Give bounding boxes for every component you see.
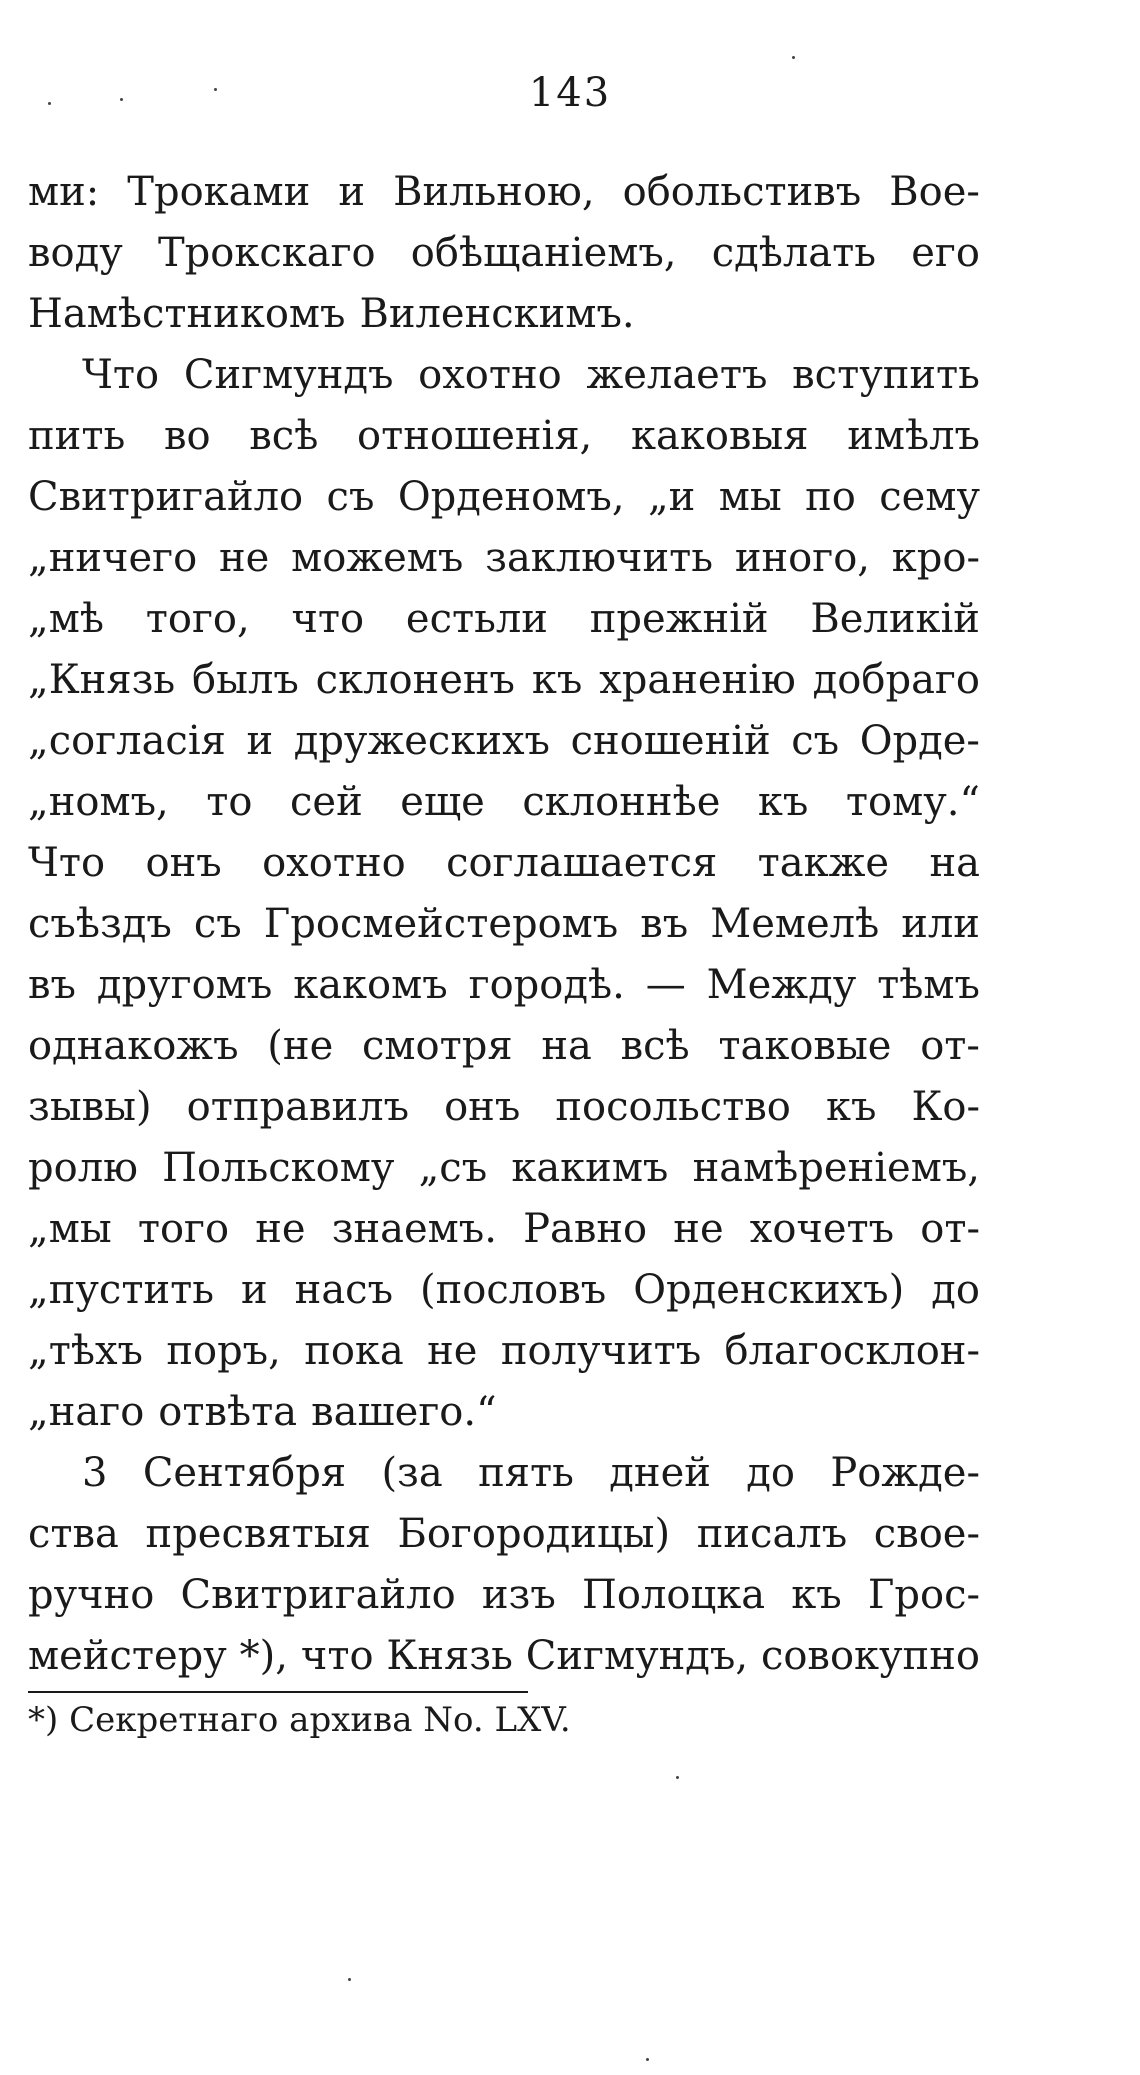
footnote: *) Секретнаго архива No. LXV. [28,1700,571,1740]
text-line: въ другомъ какомъ городѣ. — Между тѣмъ [28,962,980,1008]
paper-speck [646,2058,649,2061]
text-line: „мѣ того, что естьли прежнiй Великiй [28,596,980,642]
text-line: однакожъ (не смотря на всѣ таковые от- [28,1023,980,1069]
text-line: ручно Свитригайло изъ Полоцка къ Грос- [28,1572,980,1618]
paper-speck [120,98,123,101]
paper-speck [48,102,51,105]
text-line: „ничего не можемъ заключить иного, кро- [28,535,980,581]
paper-speck [792,56,795,59]
paper-speck [348,1978,351,1981]
text-line: „мы того не знаемъ. Равно не хочетъ от- [28,1206,980,1252]
text-line: „наго отвѣта вашего.“ [28,1389,497,1435]
text-line: зывы) отправилъ онъ посольство къ Ко- [28,1084,980,1130]
text-line: „тѣхъ поръ, пока не получитъ благосклон- [28,1328,980,1374]
paper-speck [214,88,217,91]
paper-speck [676,1776,679,1779]
text-line: воду Трокскаго обѣщанiемъ, сдѣлать его [28,230,980,276]
body-text [28,162,980,1687]
footnote-divider [28,1691,528,1693]
text-line: „номъ, то сей еще склоннѣе къ тому.“ [28,779,980,825]
text-line: мейстеру *), что Князь Сигмундъ, совокупно [28,1633,980,1679]
text-line: ства пресвятыя Богородицы) писалъ свое- [28,1511,980,1557]
text-line: ми: Троками и Вильнoю, обольстивъ Вое- [28,169,980,215]
text-line: Что онъ охотно соглашается также на [28,840,980,886]
text-line: пить во всѣ отношенiя, каковыя имѣлъ [28,413,980,459]
page-number: 143 [528,70,612,116]
text-line: „согласiя и дружескихъ сношенiй съ Орде- [28,718,980,764]
text-line: „пустить и насъ (пословъ Орденскихъ) до [28,1267,980,1313]
text-line: Свитригайло съ Орденомъ, „и мы по сему [28,474,980,520]
text-line: „Князь былъ склоненъ къ храненiю добраго [28,657,980,703]
text-line: ролю Польскому „съ какимъ намѣренiемъ, [28,1145,980,1191]
text-line: 3 Сентября (за пять дней до Рожде- [82,1450,980,1496]
text-line: Что Сигмундъ охотно желаетъ вступить [82,352,980,398]
text-line: съѣздъ съ Гросмейстеромъ въ Мемелѣ или [28,901,980,947]
text-line: Намѣстникомъ Виленскимъ. [28,291,635,337]
